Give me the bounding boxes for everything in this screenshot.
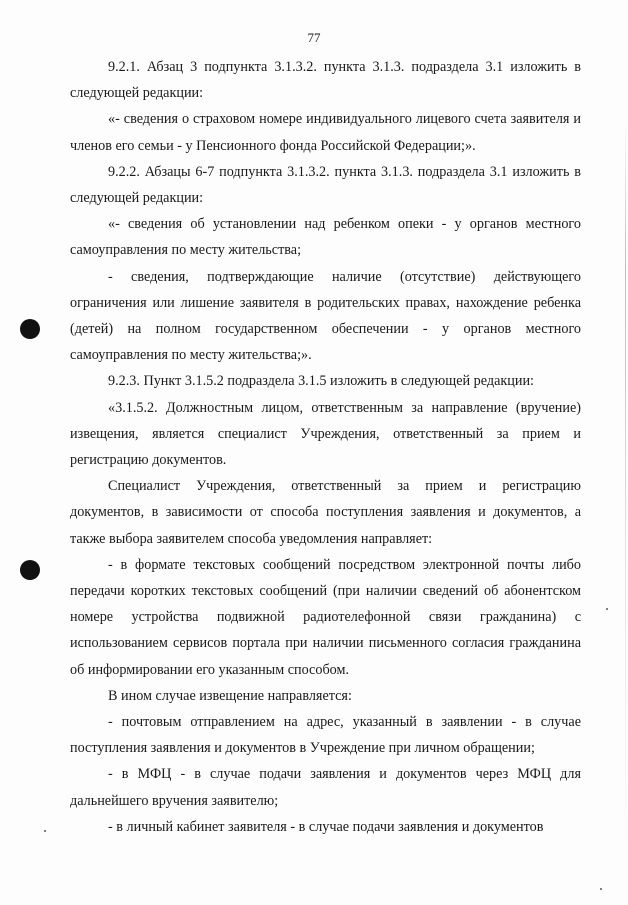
page-number: 77 xyxy=(307,30,321,45)
scan-speck xyxy=(600,888,602,890)
document-body xyxy=(70,54,581,840)
scan-edge-shadow xyxy=(625,120,626,860)
paragraph: - в личный кабинет заявителя - в случае подачи заявления и документов xyxy=(108,818,544,835)
paragraph: В ином случае извещение направляется: xyxy=(108,687,352,704)
scan-speck xyxy=(44,830,46,832)
paragraph: «- сведения об установлении над ребенком опеки - у органов местного самоуправления по месту жительства; xyxy=(70,216,581,259)
scan-speck xyxy=(606,608,608,610)
punch-hole-bottom xyxy=(20,560,40,580)
paragraph: 9.2.2. Абзацы 6-7 подпункта 3.1.3.2. пункта 3.1.3. подраздела 3.1 изложить в следующей редакции: xyxy=(70,163,581,207)
paragraph: - сведения, подтверждающие наличие (отсутствие) действующего ограничения или лишение заявителя в родительских правах, нахождение ребенка (детей) на полном государственном обеспечении - у органов местного самоуправления по месту жительства;». xyxy=(70,268,581,364)
punch-hole-top xyxy=(20,319,40,339)
paragraph: - в МФЦ - в случае подачи заявления и документов через МФЦ для дальнейшего вручения заявителю; xyxy=(70,766,581,809)
paragraph: 9.2.1. Абзац 3 подпункта 3.1.3.2. пункта 3.1.3. подраздела 3.1 изложить в следующей редакции: xyxy=(70,59,581,102)
paragraph: «3.1.5.2. Должностным лицом, ответственным за направление (вручение) извещения, является специалист Учреждения, ответственный за прием и регистрацию документов. xyxy=(70,399,581,469)
paragraph: «- сведения о страховом номере индивидуального лицевого счета заявителя и членов его семьи - у Пенсионного фонда Российской Федерации;». xyxy=(70,111,581,154)
paragraph: 9.2.3. Пункт 3.1.5.2 подраздела 3.1.5 изложить в следующей редакции: xyxy=(108,373,534,390)
paragraph: - почтовым отправлением на адрес, указанный в заявлении - в случае поступления заявления и документов в Учреждение при личном обращении; xyxy=(70,714,581,757)
paragraph: Специалист Учреждения, ответственный за прием и регистрацию документов, в зависимости от способа поступления заявления и документов, а также выбора заявителем способа уведомления направляет: xyxy=(70,478,581,547)
paragraph: - в формате текстовых сообщений посредством электронной почты либо передачи коротких текстовых сообщений (при наличии сведений об абонентском номере устройства подвижной радиотелефонной связи гражданина) с использованием сервисов портала при наличии письменного согласия гражданина об информировании его указанным способом. xyxy=(70,556,581,678)
